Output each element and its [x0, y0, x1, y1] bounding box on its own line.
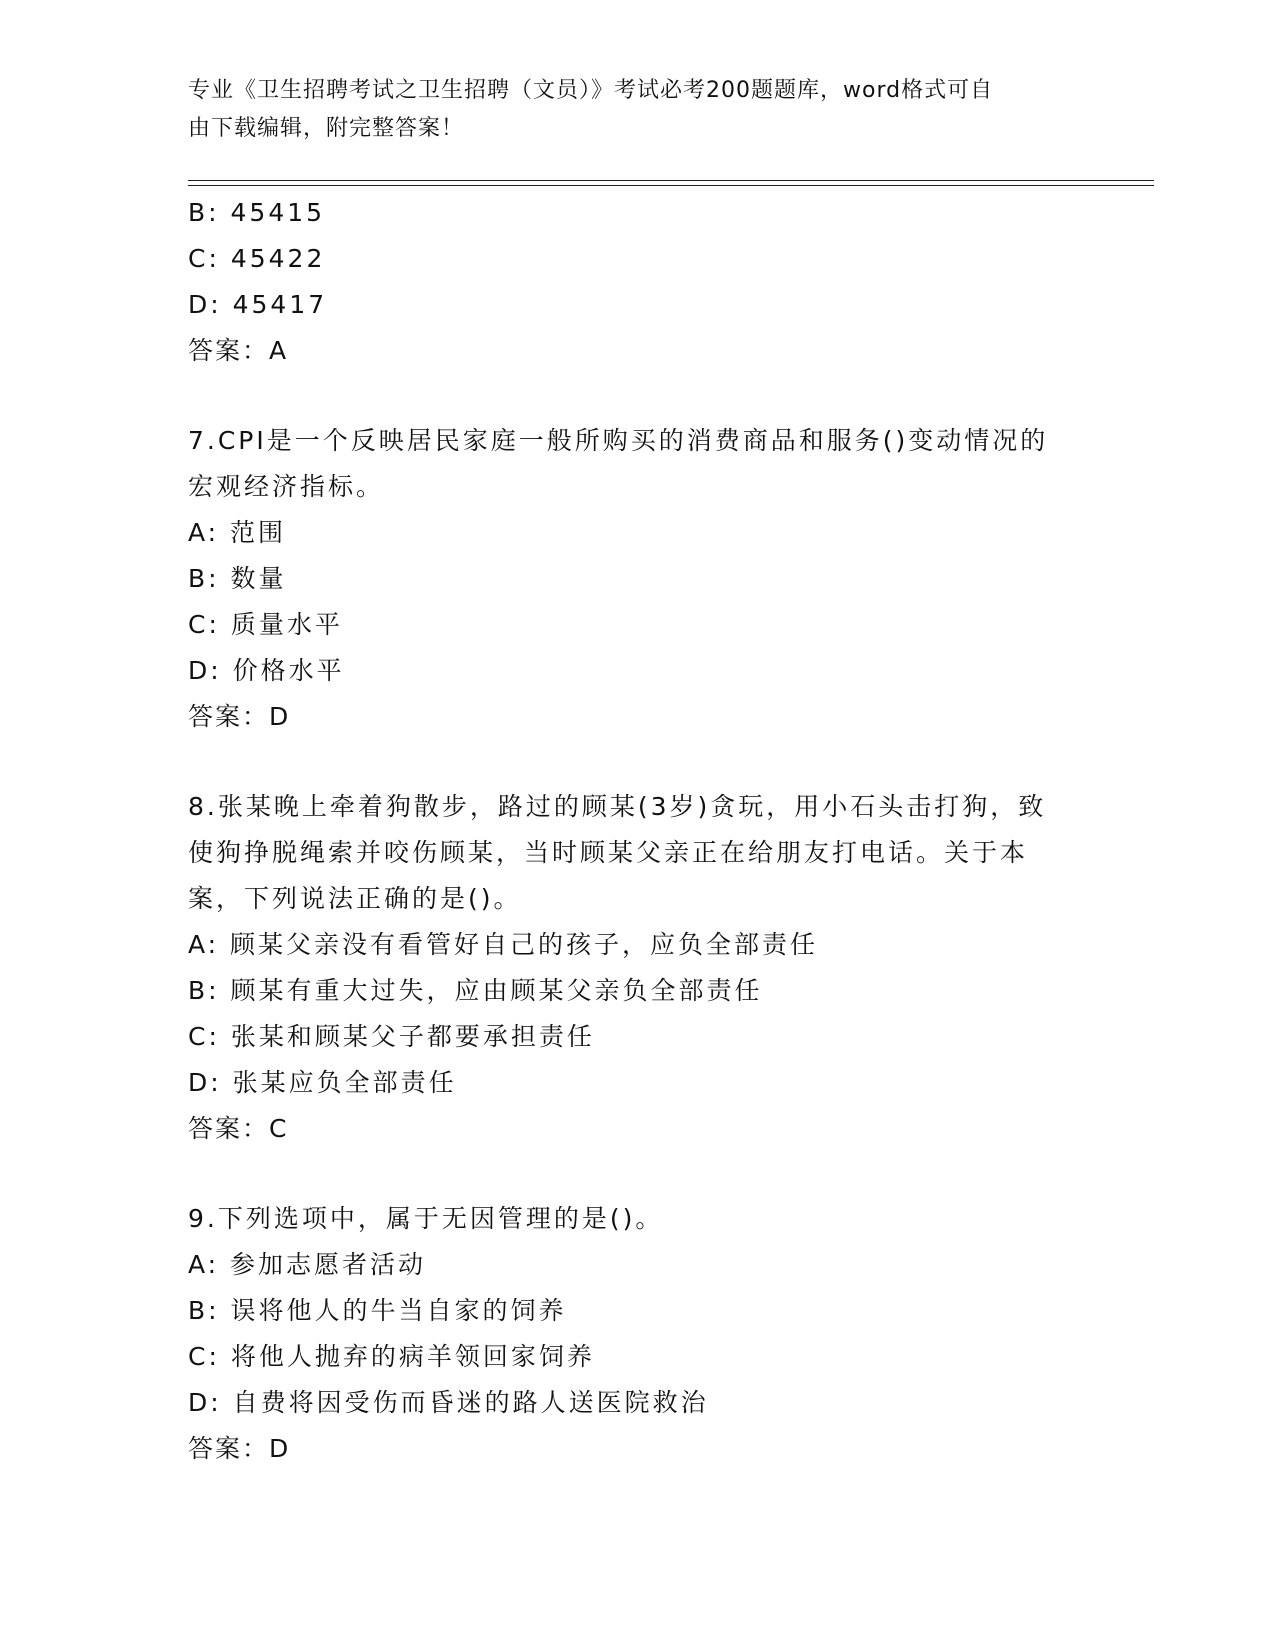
option-d: D: 价格水平	[188, 656, 345, 685]
header-divider-top	[188, 180, 1154, 181]
question-line: 8.张某晚上牵着狗散步，路过的顾某(3岁)贪玩，用小石头击打狗，致	[188, 792, 1047, 821]
option-b: B: 误将他人的牛当自家的饲养	[188, 1296, 567, 1325]
option-c: C: 质量水平	[188, 610, 343, 639]
question-line: 宏观经济指标。	[188, 472, 385, 501]
option-d: D: 45417	[188, 290, 328, 319]
question-line: 7.CPI是一个反映居民家庭一般所购买的消费商品和服务()变动情况的	[188, 426, 1049, 455]
document-header	[188, 72, 1068, 148]
answer: 答案：A	[188, 336, 289, 365]
spacer	[188, 1152, 1108, 1196]
question-line: 使狗挣脱绳索并咬伤顾某，当时顾某父亲正在给朋友打电话。关于本	[188, 838, 1029, 867]
option-a: A: 参加志愿者活动	[188, 1250, 427, 1279]
answer: 答案：C	[188, 1114, 289, 1143]
question-text	[188, 784, 1108, 922]
header-line-1: 专业《卫生招聘考试之卫生招聘（文员）》考试必考200题题库，word格式可自	[188, 78, 994, 103]
question-line: 案，下列说法正确的是()。	[188, 884, 522, 913]
answer: 答案：D	[188, 702, 291, 731]
header-line-2: 由下载编辑，附完整答案！	[188, 116, 465, 141]
question-text	[188, 418, 1108, 510]
option-c: C: 张某和顾某父子都要承担责任	[188, 1022, 595, 1051]
question-content	[188, 190, 1108, 1472]
spacer	[188, 740, 1108, 784]
option-b: B: 数量	[188, 564, 287, 593]
question-line: 9.下列选项中，属于无因管理的是()。	[188, 1204, 664, 1233]
question-7	[188, 418, 1108, 740]
option-a: A: 范围	[188, 518, 287, 547]
answer: 答案：D	[188, 1434, 291, 1463]
question-9	[188, 1196, 1108, 1472]
option-b: B: 顾某有重大过失，应由顾某父亲负全部责任	[188, 976, 763, 1005]
question-8	[188, 784, 1108, 1152]
question-text	[188, 1196, 1108, 1242]
option-d: D: 自费将因受伤而昏迷的路人送医院救治	[188, 1388, 709, 1417]
header-divider-bottom	[188, 185, 1154, 186]
option-c: C: 将他人抛弃的病羊领回家饲养	[188, 1342, 595, 1371]
option-d: D: 张某应负全部责任	[188, 1068, 457, 1097]
option-b: B: 45415	[188, 198, 326, 227]
prev-question	[188, 190, 1108, 374]
option-a: A: 顾某父亲没有看管好自己的孩子，应负全部责任	[188, 930, 819, 959]
spacer	[188, 374, 1108, 418]
option-c: C: 45422	[188, 244, 326, 273]
